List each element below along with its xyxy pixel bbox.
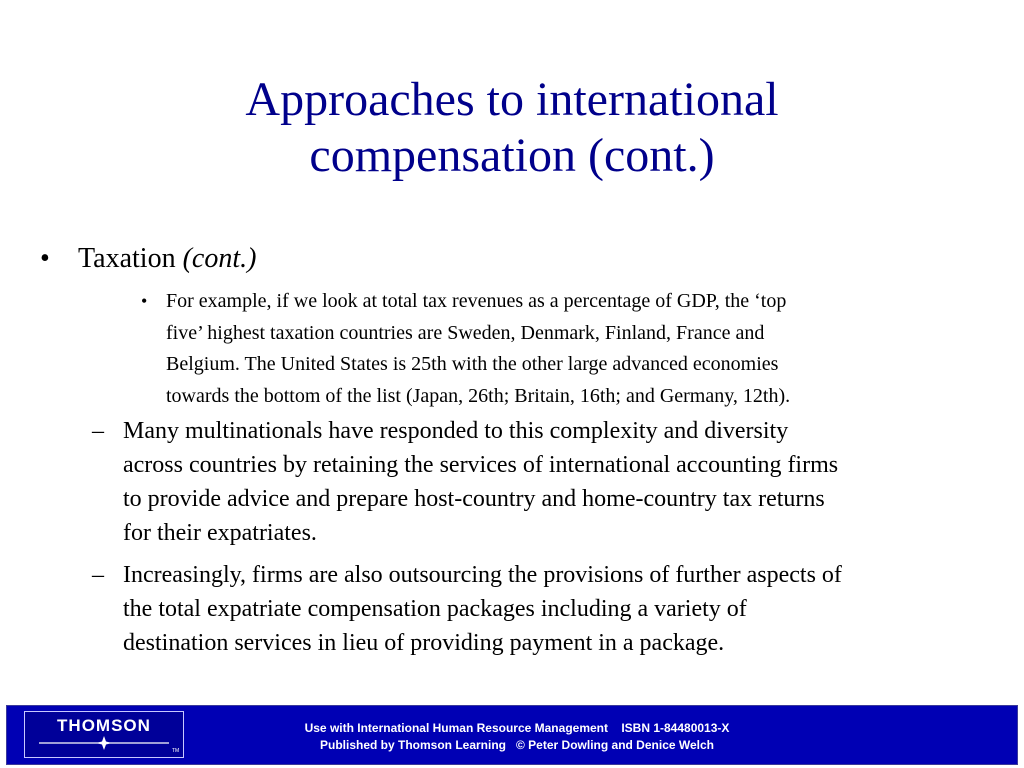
sub-bullet-marker: • bbox=[141, 291, 148, 311]
thomson-logo bbox=[24, 711, 184, 758]
dash-item-line: Many multinationals have responded to this complexity and diversity bbox=[123, 418, 789, 444]
thomson-logo-graphic bbox=[25, 712, 183, 757]
footer-bar bbox=[6, 705, 1018, 765]
footer-credits bbox=[187, 720, 847, 754]
dash-item-line: destination services in lieu of providing payment in a package. bbox=[123, 630, 725, 656]
bullet-marker: • bbox=[40, 243, 50, 274]
dash-marker: – bbox=[92, 562, 104, 588]
dash-item-line: to provide advice and prepare host-country and home-country tax returns bbox=[123, 486, 825, 512]
title-line-1: Approaches to international bbox=[245, 73, 779, 126]
dash-item-line: Increasingly, firms are also outsourcing the provisions of further aspects of bbox=[123, 562, 842, 588]
dash-marker: – bbox=[92, 418, 104, 444]
example-line: For example, if we look at total tax revenues as a percentage of GDP, the ‘top bbox=[166, 290, 787, 312]
svg-text:TM: TM bbox=[172, 748, 180, 754]
example-line: Belgium. The United States is 25th with the other large advanced economies bbox=[166, 353, 779, 375]
dash-item-text bbox=[123, 414, 982, 550]
dash-item-line: the total expatriate compensation packages including a variety of bbox=[123, 596, 747, 622]
dash-item-line: for their expatriates. bbox=[123, 520, 317, 546]
example-line: towards the bottom of the list (Japan, 26th; Britain, 16th; and Germany, 12th). bbox=[166, 384, 791, 407]
taxation-label: Taxation bbox=[78, 243, 176, 274]
svg-text:THOMSON: THOMSON bbox=[57, 716, 151, 735]
dash-item-text bbox=[123, 558, 982, 660]
dash-item-line: across countries by retaining the services of international accounting firms bbox=[123, 452, 839, 478]
footer-line-2: Published by Thomson Learning © Peter Dowling and Denice Welch bbox=[319, 738, 714, 752]
example-line: five’ highest taxation countries are Sweden, Denmark, Finland, France and bbox=[166, 321, 765, 344]
footer-line-1: Use with International Human Resource Management ISBN 1-84480013-X bbox=[304, 721, 730, 735]
bullet-text bbox=[78, 242, 256, 276]
slide-title bbox=[100, 72, 924, 184]
taxation-qualifier: (cont.) bbox=[182, 243, 257, 274]
title-line-2: compensation (cont.) bbox=[309, 129, 715, 182]
example-text bbox=[166, 286, 971, 412]
